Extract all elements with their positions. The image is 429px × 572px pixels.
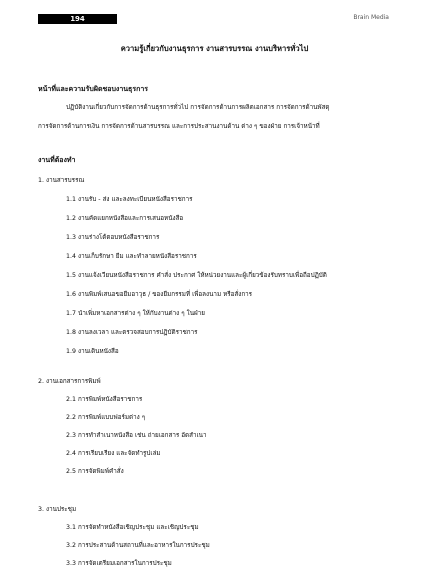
task-group-3 xyxy=(38,504,393,572)
list-item: 3.2 การประสานด้านสถานที่และอาหารในการประชุม xyxy=(66,542,210,549)
list-item: 2.4 การเรียบเรียง และจัดทำรูปเล่ม xyxy=(66,450,161,457)
list-item: 1.3 งานร่างโต้ตอบหนังสือราชการ xyxy=(66,234,160,241)
duties-line-1: ปฏิบัติงานเกี่ยวกับการจัดการด้านธุรการทั่วไป การจัดการด้านการผลิตเอกสาร การจัดการด้านพัสดุ xyxy=(66,104,330,111)
duties-section xyxy=(38,84,393,95)
task-group-1 xyxy=(38,175,393,385)
list-item: 1.2 งานคัดแยกหนังสือและการเสนอหนังสือ xyxy=(66,215,184,222)
duties-heading: หน้าที่และความรับผิดชอบงานธุรการ xyxy=(38,85,149,93)
group-title: 1. งานสารบรรณ xyxy=(38,177,85,184)
list-item: 1.7 นำเพิ่มหาเอกสารต่าง ๆ ให้กับงานต่าง ๆ ในฝ่าย xyxy=(66,310,205,317)
list-item: 1.1 งานรับ - ส่ง และลงทะเบียนหนังสือราชการ xyxy=(66,196,193,203)
page-header xyxy=(0,0,429,30)
list-item: 2.2 การพิมพ์แบบฟอร์มต่าง ๆ xyxy=(66,414,146,421)
list-item: 2.3 การทำสำเนาหนังสือ เช่น ถ่ายเอกสาร อัดสำเนา xyxy=(66,432,207,439)
duties-line-2: การจัดการด้านการเงิน การจัดการด้านสารบรรณ และการประสานงานด้าน ต่าง ๆ ของฝ่าย การเจ้าหน้าที่ xyxy=(38,123,320,130)
group-title: 2. งานเอกสารการพิมพ์ xyxy=(38,378,101,385)
list-item: 3.1 การจัดทำหนังสือเชิญประชุม และเชิญประชุม xyxy=(66,524,199,531)
tasks-heading: งานที่ต้องทำ xyxy=(38,156,76,164)
list-item: 1.5 งานแจ้งเวียนหนังสือราชการ คำสั่ง ประกาศ ให้หน่วยงานและผู้เกี่ยวข้องรับทราบเพื่อถือปฏิบัติ xyxy=(66,272,327,279)
tasks-heading-wrap xyxy=(38,155,393,166)
group-title: 3. งานประชุม xyxy=(38,506,77,513)
task-group-2 xyxy=(38,376,393,486)
list-item: 2.5 การจัดพิมพ์คำสั่ง xyxy=(66,468,124,475)
duties-paragraph xyxy=(38,98,393,136)
list-item: 1.6 งานพิมพ์เสนอขอยืมอาวุธ / ของยืมกรรมที่ เพื่อลงนาม หรือสั่งการ xyxy=(66,291,253,298)
list-item: 3.3 การจัดเตรียมเอกสารในการประชุม xyxy=(66,560,172,567)
list-item: 2.1 การพิมพ์หนังสือราชการ xyxy=(66,396,143,403)
list-item: 1.9 งานเดินหนังสือ xyxy=(66,348,119,355)
list-item: 1.8 งานลงเวลา และตรวจสอบการปฏิบัติราชการ xyxy=(66,329,198,336)
page-number: 194 xyxy=(38,14,117,24)
brand-name: Brain Media xyxy=(353,14,389,21)
document-title: ความรู้เกี่ยวกับงานธุรการ งานสารบรรณ งานบริหารทั่วไป xyxy=(120,44,309,53)
list-item: 1.4 งานเก็บรักษา ยืม และทำลายหนังสือราชการ xyxy=(66,253,197,260)
